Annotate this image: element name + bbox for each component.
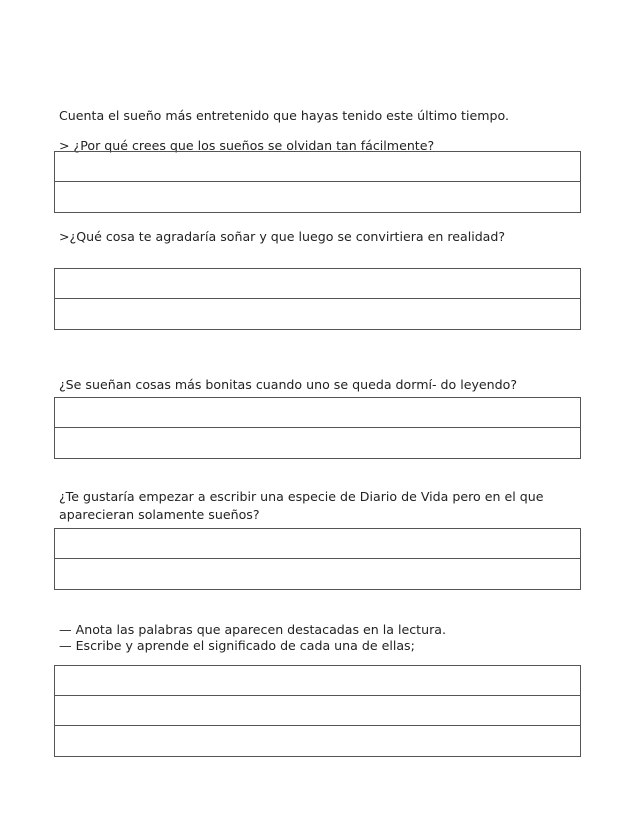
answer-line[interactable]	[55, 666, 580, 696]
question-1: > ¿Por qué crees que los sueños se olvidan tan fácilmente?	[59, 138, 435, 153]
task-2: — Escribe y aprende el significado de cada una de ellas;	[59, 638, 415, 653]
answer-line[interactable]	[55, 398, 580, 428]
answer-box-4	[54, 528, 581, 590]
question-3: ¿Se sueñan cosas más bonitas cuando uno se queda dormí- do leyendo?	[59, 377, 518, 392]
answer-box-5	[54, 665, 581, 757]
intro-prompt: Cuenta el sueño más entretenido que hayas tenido este último tiempo.	[59, 108, 509, 123]
question-4-line-1: ¿Te gustaría empezar a escribir una especie de Diario de Vida pero en el que	[59, 489, 544, 504]
answer-box-2	[54, 268, 581, 330]
answer-line[interactable]	[55, 182, 580, 212]
answer-line[interactable]	[55, 726, 580, 756]
question-2: >¿Qué cosa te agradaría soñar y que luego se convirtiera en realidad?	[59, 229, 506, 244]
answer-line[interactable]	[55, 152, 580, 182]
answer-box-1	[54, 151, 581, 213]
answer-line[interactable]	[55, 269, 580, 299]
question-4-line-2: aparecieran solamente sueños?	[59, 507, 260, 522]
answer-line[interactable]	[55, 559, 580, 589]
answer-line[interactable]	[55, 529, 580, 559]
answer-line[interactable]	[55, 428, 580, 458]
answer-line[interactable]	[55, 299, 580, 329]
answer-line[interactable]	[55, 696, 580, 726]
task-1: — Anota las palabras que aparecen destacadas en la lectura.	[59, 622, 446, 637]
answer-box-3	[54, 397, 581, 459]
